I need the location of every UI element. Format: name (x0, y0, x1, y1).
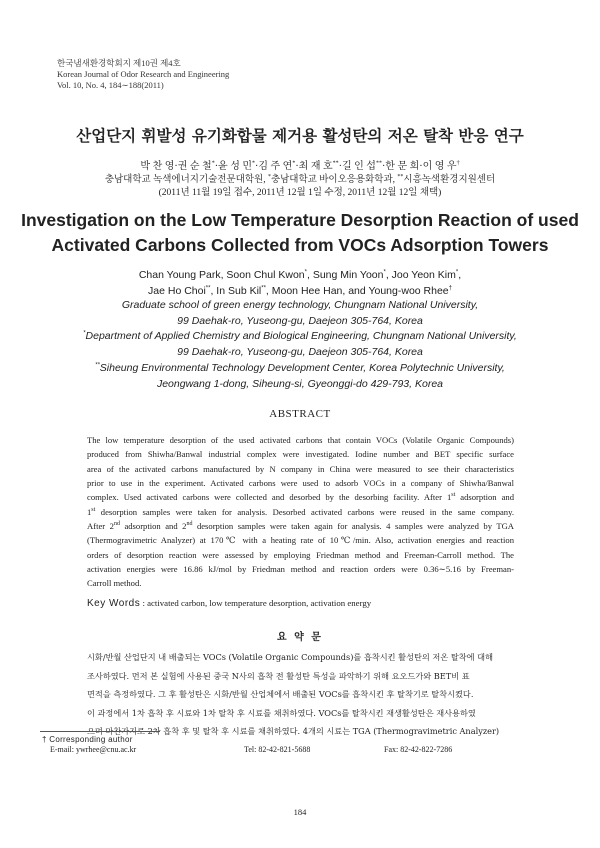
page-number: 184 (293, 807, 307, 817)
affiliation-line: Graduate school of green energy technology, Chungnam National University, (121, 299, 479, 311)
footnote-tel: Tel: 82-42-821-5688 (244, 745, 311, 754)
abstract-line: activation energies were 16.86 kJ/mol by Friedman method and reaction orders were 0.36∼5.16 by Freeman- (87, 564, 514, 575)
abstract-body (87, 433, 514, 591)
abstract-line: prior to use in the experiment. Activated carbons were used to adsorb VOCs in a company of Shiwha/Banwal (87, 478, 514, 489)
summary-line: 조사하였다. 먼저 본 실험에 사용된 중국 N사의 흡착 전 활성탄 특성을 파악하기 위해 요오드가와 BET비 표 (87, 670, 470, 681)
footnote-fax: Fax: 82-42-822-7286 (384, 745, 453, 754)
authors-english-line2: Jae Ho Choi**, In Sub Kil**, Moon Hee Han, and Young-woo Rhee† (148, 285, 452, 297)
keywords-label: Key Words (87, 598, 141, 609)
journal-name-kr: 한국냄새환경학회지 제10권 제4호 (57, 58, 181, 68)
affiliation-line: Jeongwang 1-dong, Siheung-si, Gyeonggi-do 429-793, Korea (156, 377, 444, 390)
footnote-email: E-mail: ywrhee@cnu.ac.kr (50, 745, 137, 754)
abstract-line: complex. Used activated carbons were collected and desorbed by the desorbing facility. After 1st adsorption and (87, 492, 514, 503)
abstract-line: Carroll method. (87, 578, 142, 589)
keywords-text: : activated carbon, low temperature desorption, activation energy (142, 598, 372, 608)
submission-dates: (2011년 11월 19일 접수, 2011년 12월 1일 수정, 2011년 12월 12일 채택) (158, 188, 442, 198)
abstract-line: The low temperature desorption of the used activated carbons that contain VOCs (Volatile Organic Compounds) (87, 435, 514, 445)
abstract-heading: ABSTRACT (269, 408, 331, 420)
abstract-line: orders of desorption reaction were assessed by employing Friedman method and Freeman-Carroll method. The (87, 549, 514, 560)
keywords (87, 598, 371, 609)
abstract-line: (Thermogravimetric Analyzer) at 170℃ with a heating rate of 10℃/min. Also, activation energies and reaction (87, 535, 514, 546)
summary-line: 으며 마찬가지로 2차 흡착 후 및 탈착 후 시료를 채취하였다. 4개의 시료는 TGA (Thermogravimetric Analyzer) (87, 726, 500, 737)
summary-line: 이 과정에서 1차 흡착 후 시료와 1차 탈착 후 시료를 채취하였다. VOCs를 탈착시킨 재생활성탄은 재사용하였 (87, 707, 476, 718)
summary-korean-body (87, 648, 514, 741)
summary-korean-heading: 요 약 문 (277, 632, 323, 643)
summary-line: 면적을 측정하였다. 그 후 활성탄은 시화/반월 산업체에서 배출된 VOCs를 흡착시킨 후 탈착기로 탈착시켰다. (87, 689, 474, 700)
title-english-line2: Activated Carbons Collected from VOCs Adsorption Towers (51, 235, 549, 255)
journal-volume: Vol. 10, No. 4, 184∼188(2011) (57, 80, 164, 90)
footnote-divider (40, 731, 160, 732)
title-english (0, 208, 600, 258)
affiliation-line: **Siheung Environmental Technology Development Center, Korea Polytechnic University, (95, 361, 505, 374)
abstract-line: produced from Shiwha/Banwal industrial complex were investigated. Iodine number and BET specific surface (87, 449, 514, 460)
affiliations-english (0, 298, 600, 392)
abstract-line: After 2nd adsorption and 2nd desorption samples were taken again for analysis. 4 samples were analyzed by TGA (87, 521, 515, 532)
authors-english (0, 267, 600, 299)
journal-name-en: Korean Journal of Odor Research and Engineering (57, 69, 230, 79)
authors-korean: 박 찬 영·권 순 철*·윤 성 민*·김 주 연*·최 재 호**·길 인 섭**·한 문 희·이 영 우† (140, 160, 460, 172)
corresponding-author-label: † Corresponding author (42, 735, 133, 744)
affiliation-line: 99 Daehak-ro, Yuseong-gu, Daejeon 305-764, Korea (177, 314, 423, 327)
title-english-line1: Investigation on the Low Temperature Desorption Reaction of used (21, 210, 579, 230)
affiliations-korean: 충남대학교 녹색에너지기술전문대학원, *충남대학교 바이오응용화학과, **시흥녹색환경지원센터 (104, 173, 496, 185)
abstract-line: 1st desorption samples were taken for analysis. Desorbed activated carbons were reused in the same company. (87, 506, 514, 517)
summary-line: 시화/반월 산업단지 내 배출되는 VOCs (Volatile Organic Compounds)를 흡착시킨 활성탄의 저온 탈착에 대해 (87, 652, 493, 662)
affiliation-line: *Department of Applied Chemistry and Biological Engineering, Chungnam National University, (83, 330, 517, 343)
footnote-corresponding (42, 734, 133, 745)
affiliation-line: 99 Daehak-ro, Yuseong-gu, Daejeon 305-764, Korea (177, 346, 423, 359)
journal-header (57, 58, 229, 91)
authors-english-line1: Chan Young Park, Soon Chul Kwon*, Sung Min Yoon*, Joo Yeon Kim*, (138, 269, 462, 281)
title-korean: 산업단지 휘발성 유기화합물 제거용 활성탄의 저온 탈착 반응 연구 (76, 127, 524, 145)
abstract-line: area of the activated carbons manufactured by N company in China were measured to see their characteristics (87, 463, 514, 474)
